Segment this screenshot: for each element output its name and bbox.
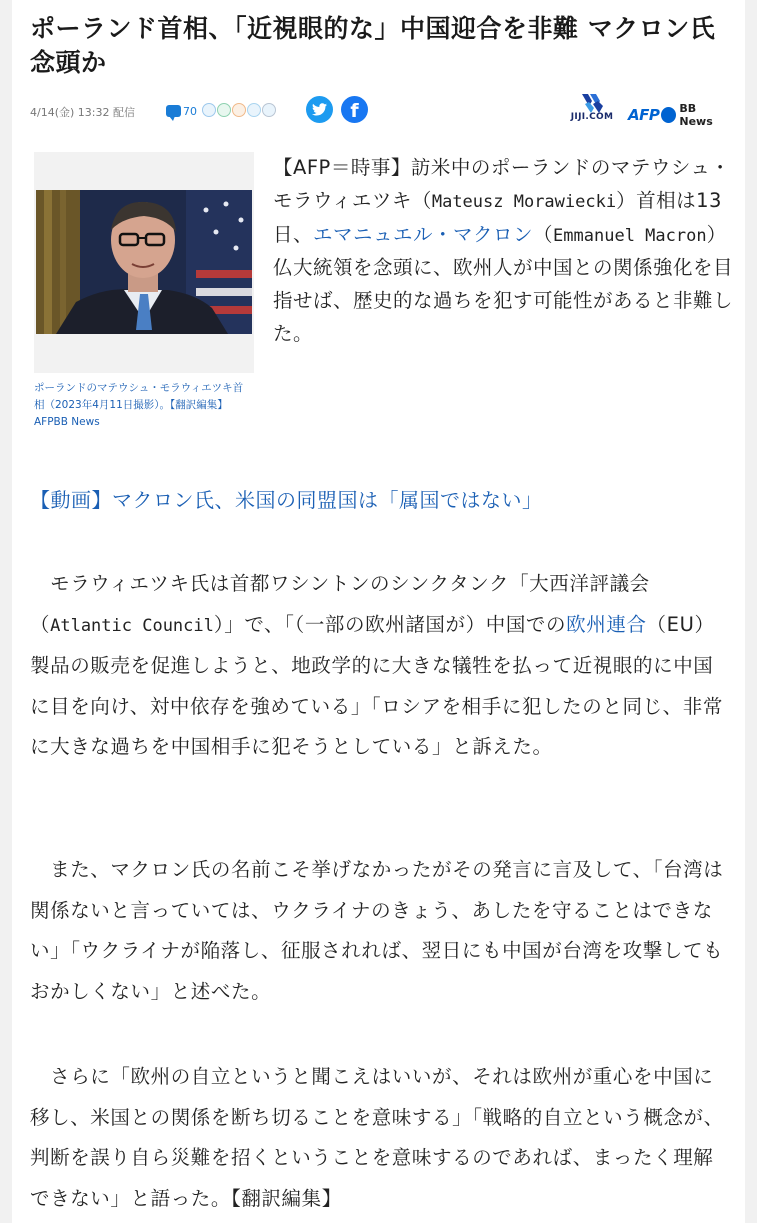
lead-text: 【AFP＝時事】訪米中のポーランドのマテウシュ・モラウィエツキ（ [273,156,731,212]
reaction-face-icon [232,103,246,117]
twitter-icon[interactable] [306,96,333,123]
atlantic-council-english: Atlantic Council [50,615,214,636]
portrait-image [36,190,252,334]
body-paragraph-3: さらに「欧州の自立というと聞こえはいいが、それは欧州が重心を中国に移し、米国との関係を断ち切ることを意味する」「戦略的自立という概念が、判断を誤り自ら災難を招くということを意味するのであれば、まったく理解できない」と語った。【翻訳編集】 [30,1065,724,1210]
reaction-face-icon [217,103,231,117]
reaction-face-icon [247,103,261,117]
macron-english: Emmanuel Macron [553,225,707,246]
lead-text: （ [533,222,554,246]
body-paragraph-2: また、マクロン氏の名前こそ挙げなかったがその発言に言及して、「台湾は関係ないと言っていては、ウクライナのきょう、あしたを守ることはできない」「ウクライナが陥落し、征服されれば、翌日にも中国が台湾を攻撃してもおかしくない」と述べた。 [30,858,724,1003]
eu-link[interactable]: 欧州連合 [566,612,647,636]
article-meta [30,96,730,128]
video-link[interactable]: 【動画】マクロン氏、米国の同盟国は「属国ではない」 [30,488,543,512]
reaction-icons[interactable] [202,103,277,117]
comment-icon [166,105,181,117]
afp-bbnews-logo[interactable] [628,102,730,128]
facebook-icon[interactable]: f [341,96,368,123]
photo-caption[interactable]: ポーランドのマテウシュ・モラウィエツキ首相（2023年4月11日撮影）。【翻訳編集】 AFPBB News [34,382,244,428]
article-photo[interactable] [34,152,254,373]
article-photo-block [34,152,254,436]
body-text: ）」で、「（一部の欧州諸国が）中国での [213,612,567,636]
jiji-logo[interactable] [566,92,618,128]
lead-paragraph [273,152,737,351]
jiji-mark-icon [579,92,605,114]
body-text: モラウィエツキ氏は首都ワシントンのシンクタンク「大西洋評議会（ [30,572,650,636]
macron-link[interactable]: エマニュエル・マクロン [313,222,534,246]
lead-text: ）仏大統領を念頭に、欧州人が中国との関係強化を目指せば、歴史的な過ちを犯す可能性があると非難した。 [273,222,734,345]
body-text: （EU）製品の販売を促進しようと、地政学的に大きな犠牲を払って近視眼的に中国に目を向け、対中依存を強めている」「ロシアを相手に犯したのと同じ、非常に大きな過ちを中国相手に犯そうとしている」と訴えた。 [30,612,723,758]
article-page [12,0,745,1223]
reaction-face-icon [202,103,216,117]
comment-link[interactable] [166,102,197,120]
afp-label: AFP [628,106,660,124]
bbnews-label: BB News [679,102,713,128]
body-paragraph-1 [30,564,732,768]
article-title: ポーランド首相、「近視眼的な」中国迎合を非難 マクロン氏念頭か [30,14,716,77]
publish-date: 4/14(金) 13:32 配信 [30,106,135,119]
jiji-label: JIJI.COM [570,112,614,122]
lead-text: ）首相は13日、 [273,188,722,246]
name-english: Mateusz Morawiecki [431,191,617,212]
bbnews-dot-icon [661,107,676,123]
comment-count: 70 [183,104,197,118]
reaction-face-icon [262,103,276,117]
